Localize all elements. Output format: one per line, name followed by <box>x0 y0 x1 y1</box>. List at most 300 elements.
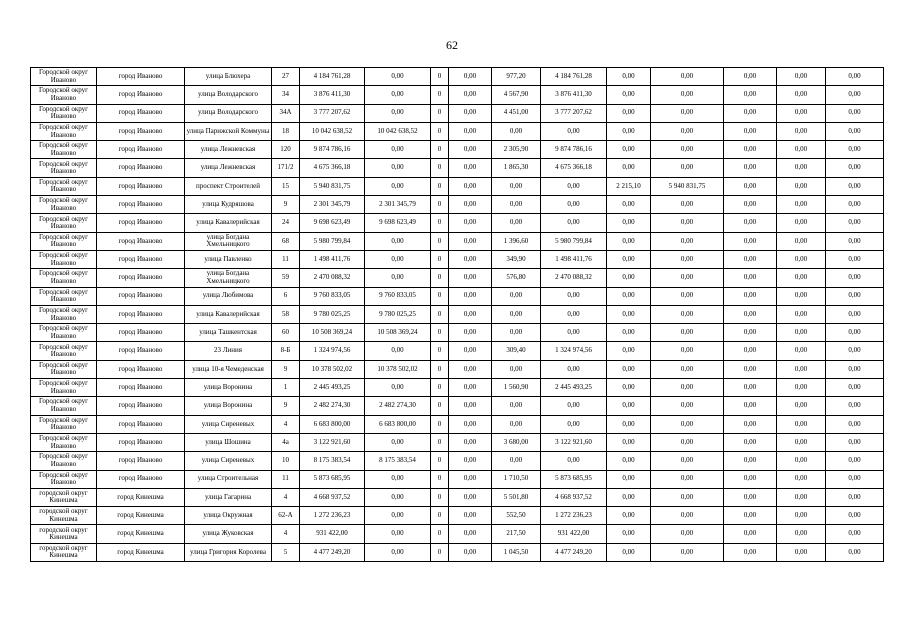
table-row <box>31 397 884 415</box>
cell-house-number: 10 <box>272 452 300 470</box>
cell-cost-col-6: 0,00 <box>724 177 777 195</box>
cell-cost-col-3: 0,00 <box>449 488 492 506</box>
cell-cost-col-5: 0,00 <box>651 104 724 122</box>
cell-settlement: город Иваново <box>97 68 185 86</box>
cell-count-col: 0 <box>431 324 449 342</box>
cell-municipality: Городской округ Иваново <box>31 214 97 232</box>
cell-cost-col-4: 2 470 088,32 <box>541 269 607 287</box>
cell-settlement: город Иваново <box>97 196 185 214</box>
cell-area-col-2: 0,00 <box>607 488 651 506</box>
cell-house-number: 4 <box>272 415 300 433</box>
cell-total-cost: 4 675 366,18 <box>300 159 365 177</box>
cell-total-cost: 8 175 383,54 <box>300 452 365 470</box>
cell-cost-col-4: 5 980 799,84 <box>541 232 607 250</box>
table-row <box>31 159 884 177</box>
cell-house-number: 8-Б <box>272 342 300 360</box>
cell-cost-col-2: 0,00 <box>365 342 431 360</box>
cell-area-col-2: 0,00 <box>607 104 651 122</box>
cell-cost-col-6: 0,00 <box>724 433 777 451</box>
cell-cost-col-2: 10 378 502,02 <box>365 360 431 378</box>
cell-cost-col-4: 0,00 <box>541 214 607 232</box>
cell-cost-col-3: 0,00 <box>449 470 492 488</box>
cell-count-col: 0 <box>431 104 449 122</box>
cell-settlement: город Иваново <box>97 342 185 360</box>
table-row <box>31 122 884 140</box>
cell-area-col: 0,00 <box>492 214 541 232</box>
cell-total-cost: 9 780 025,25 <box>300 305 365 323</box>
cell-total-cost: 1 324 974,56 <box>300 342 365 360</box>
cell-settlement: город Иваново <box>97 122 185 140</box>
cell-settlement: город Иваново <box>97 141 185 159</box>
cell-municipality: Городской округ Иваново <box>31 269 97 287</box>
cell-cost-col-2: 0,00 <box>365 104 431 122</box>
cell-count-col: 0 <box>431 177 449 195</box>
table-row <box>31 196 884 214</box>
cell-municipality: Городской округ Иваново <box>31 86 97 104</box>
cell-cost-col-2: 9 780 025,25 <box>365 305 431 323</box>
cell-house-number: 9 <box>272 196 300 214</box>
cell-cost-col-5: 0,00 <box>651 342 724 360</box>
cell-count-col: 0 <box>431 360 449 378</box>
cell-cost-col-6: 0,00 <box>724 342 777 360</box>
cell-cost-col-2: 10 508 369,24 <box>365 324 431 342</box>
cell-settlement: город Иваново <box>97 360 185 378</box>
cell-cost-col-6: 0,00 <box>724 452 777 470</box>
cell-area-col-2: 0,00 <box>607 525 651 543</box>
cell-total-cost: 3 777 207,62 <box>300 104 365 122</box>
cell-count-col: 0 <box>431 232 449 250</box>
cell-cost-col-4: 0,00 <box>541 305 607 323</box>
cell-municipality: Городской округ Иваново <box>31 159 97 177</box>
table-row <box>31 543 884 561</box>
cell-area-col-2: 0,00 <box>607 324 651 342</box>
cell-municipality: Городской округ Иваново <box>31 324 97 342</box>
cell-cost-col-2: 0,00 <box>365 470 431 488</box>
cell-area-col-2: 0,00 <box>607 470 651 488</box>
cell-cost-col-7: 0,00 <box>777 397 826 415</box>
cell-cost-col-8: 0,00 <box>826 360 884 378</box>
cell-area-col-2: 0,00 <box>607 452 651 470</box>
cell-total-cost: 2 445 493,25 <box>300 379 365 397</box>
cell-cost-col-8: 0,00 <box>826 287 884 305</box>
cell-settlement: город Иваново <box>97 452 185 470</box>
cell-cost-col-3: 0,00 <box>449 342 492 360</box>
cell-cost-col-3: 0,00 <box>449 122 492 140</box>
cell-total-cost: 2 470 088,32 <box>300 269 365 287</box>
cell-area-col: 1 045,50 <box>492 543 541 561</box>
cell-total-cost: 10 508 369,24 <box>300 324 365 342</box>
cell-total-cost: 9 698 623,49 <box>300 214 365 232</box>
cell-municipality: городской округ Кинешма <box>31 543 97 561</box>
cell-count-col: 0 <box>431 305 449 323</box>
cell-cost-col-4: 1 324 974,56 <box>541 342 607 360</box>
cell-cost-col-5: 0,00 <box>651 214 724 232</box>
cell-cost-col-4: 4 668 937,52 <box>541 488 607 506</box>
cell-cost-col-3: 0,00 <box>449 543 492 561</box>
cell-settlement: город Иваново <box>97 397 185 415</box>
cell-area-col-2: 0,00 <box>607 269 651 287</box>
table-row <box>31 452 884 470</box>
cell-cost-col-5: 0,00 <box>651 250 724 268</box>
cell-area-col-2: 2 215,10 <box>607 177 651 195</box>
cell-total-cost: 10 378 502,02 <box>300 360 365 378</box>
cell-cost-col-7: 0,00 <box>777 360 826 378</box>
cell-cost-col-3: 0,00 <box>449 159 492 177</box>
table-row <box>31 287 884 305</box>
cell-house-number: 18 <box>272 122 300 140</box>
cell-area-col: 217,50 <box>492 525 541 543</box>
table-row <box>31 433 884 451</box>
cell-count-col: 0 <box>431 342 449 360</box>
cell-house-number: 4а <box>272 433 300 451</box>
cell-municipality: Городской округ Иваново <box>31 250 97 268</box>
cell-cost-col-2: 0,00 <box>365 177 431 195</box>
cell-street: улица Парижской Коммуны <box>185 122 272 140</box>
cell-street: улица Гагарина <box>185 488 272 506</box>
cell-cost-col-6: 0,00 <box>724 470 777 488</box>
cell-count-col: 0 <box>431 397 449 415</box>
cell-cost-col-2: 9 698 623,49 <box>365 214 431 232</box>
cell-cost-col-2: 0,00 <box>365 86 431 104</box>
cell-cost-col-2: 0,00 <box>365 488 431 506</box>
cell-area-col: 3 680,00 <box>492 433 541 451</box>
cell-street: улица Блюхера <box>185 68 272 86</box>
cell-settlement: город Иваново <box>97 250 185 268</box>
cell-cost-col-6: 0,00 <box>724 232 777 250</box>
table-row <box>31 507 884 525</box>
cell-cost-col-8: 0,00 <box>826 452 884 470</box>
cell-house-number: 4 <box>272 525 300 543</box>
cell-cost-col-6: 0,00 <box>724 360 777 378</box>
cell-cost-col-2: 0,00 <box>365 433 431 451</box>
cell-count-col: 0 <box>431 68 449 86</box>
cell-cost-col-3: 0,00 <box>449 104 492 122</box>
cell-cost-col-3: 0,00 <box>449 141 492 159</box>
cell-cost-col-8: 0,00 <box>826 232 884 250</box>
cell-cost-col-8: 0,00 <box>826 507 884 525</box>
cell-cost-col-3: 0,00 <box>449 324 492 342</box>
cell-municipality: Городской округ Иваново <box>31 379 97 397</box>
cell-cost-col-7: 0,00 <box>777 177 826 195</box>
cell-cost-col-6: 0,00 <box>724 122 777 140</box>
cell-cost-col-5: 0,00 <box>651 68 724 86</box>
table-row <box>31 86 884 104</box>
cell-area-col-2: 0,00 <box>607 141 651 159</box>
cell-cost-col-3: 0,00 <box>449 177 492 195</box>
cell-house-number: 6 <box>272 287 300 305</box>
cell-cost-col-3: 0,00 <box>449 68 492 86</box>
cell-cost-col-8: 0,00 <box>826 196 884 214</box>
cell-cost-col-7: 0,00 <box>777 250 826 268</box>
cell-street: улица Лежневская <box>185 141 272 159</box>
cell-cost-col-6: 0,00 <box>724 324 777 342</box>
cell-street: улица Кудряшова <box>185 196 272 214</box>
cell-cost-col-5: 0,00 <box>651 159 724 177</box>
cell-count-col: 0 <box>431 543 449 561</box>
cell-area-col: 1 560,90 <box>492 379 541 397</box>
cell-cost-col-7: 0,00 <box>777 543 826 561</box>
cell-total-cost: 4 477 249,20 <box>300 543 365 561</box>
cell-cost-col-2: 10 042 638,52 <box>365 122 431 140</box>
cell-cost-col-4: 0,00 <box>541 177 607 195</box>
cell-cost-col-3: 0,00 <box>449 379 492 397</box>
cell-cost-col-6: 0,00 <box>724 196 777 214</box>
cell-cost-col-7: 0,00 <box>777 196 826 214</box>
cell-cost-col-4: 3 777 207,62 <box>541 104 607 122</box>
cell-cost-col-7: 0,00 <box>777 379 826 397</box>
cell-cost-col-7: 0,00 <box>777 232 826 250</box>
cell-settlement: город Иваново <box>97 470 185 488</box>
cell-municipality: Городской округ Иваново <box>31 196 97 214</box>
cell-cost-col-2: 0,00 <box>365 232 431 250</box>
cell-cost-col-3: 0,00 <box>449 415 492 433</box>
cell-municipality: городской округ Кинешма <box>31 525 97 543</box>
cell-cost-col-4: 0,00 <box>541 360 607 378</box>
cell-house-number: 34 <box>272 86 300 104</box>
cell-area-col: 1 396,60 <box>492 232 541 250</box>
cell-house-number: 24 <box>272 214 300 232</box>
cell-settlement: город Кинешма <box>97 488 185 506</box>
cell-cost-col-7: 0,00 <box>777 488 826 506</box>
cell-house-number: 34А <box>272 104 300 122</box>
cell-area-col: 977,20 <box>492 68 541 86</box>
cell-house-number: 11 <box>272 470 300 488</box>
cell-total-cost: 2 482 274,30 <box>300 397 365 415</box>
cell-street: улица Григория Королева <box>185 543 272 561</box>
cell-cost-col-2: 0,00 <box>365 525 431 543</box>
cell-area-col: 0,00 <box>492 305 541 323</box>
cell-municipality: Городской округ Иваново <box>31 360 97 378</box>
cell-cost-col-2: 9 760 833,05 <box>365 287 431 305</box>
cell-municipality: Городской округ Иваново <box>31 141 97 159</box>
cell-cost-col-4: 1 498 411,76 <box>541 250 607 268</box>
cell-house-number: 11 <box>272 250 300 268</box>
cell-cost-col-4: 2 445 493,25 <box>541 379 607 397</box>
cell-cost-col-2: 6 683 800,00 <box>365 415 431 433</box>
cell-cost-col-3: 0,00 <box>449 287 492 305</box>
cell-cost-col-6: 0,00 <box>724 250 777 268</box>
cell-settlement: город Иваново <box>97 177 185 195</box>
cell-cost-col-8: 0,00 <box>826 543 884 561</box>
cell-street: улица Богдана Хмельницкого <box>185 269 272 287</box>
table-row <box>31 141 884 159</box>
cell-cost-col-2: 2 301 345,79 <box>365 196 431 214</box>
cell-cost-col-7: 0,00 <box>777 507 826 525</box>
cell-settlement: город Кинешма <box>97 507 185 525</box>
cell-cost-col-3: 0,00 <box>449 250 492 268</box>
cell-house-number: 58 <box>272 305 300 323</box>
cell-cost-col-6: 0,00 <box>724 68 777 86</box>
cell-count-col: 0 <box>431 269 449 287</box>
cell-cost-col-4: 931 422,00 <box>541 525 607 543</box>
cell-total-cost: 9 874 786,16 <box>300 141 365 159</box>
cell-area-col-2: 0,00 <box>607 360 651 378</box>
cell-settlement: город Иваново <box>97 433 185 451</box>
cell-total-cost: 2 301 345,79 <box>300 196 365 214</box>
cell-cost-col-6: 0,00 <box>724 507 777 525</box>
cell-cost-col-3: 0,00 <box>449 214 492 232</box>
cell-total-cost: 5 940 831,75 <box>300 177 365 195</box>
cell-total-cost: 5 980 799,84 <box>300 232 365 250</box>
cell-cost-col-4: 0,00 <box>541 452 607 470</box>
cell-area-col-2: 0,00 <box>607 415 651 433</box>
cell-house-number: 171/2 <box>272 159 300 177</box>
cell-municipality: Городской округ Иваново <box>31 68 97 86</box>
cell-area-col: 4 567,90 <box>492 86 541 104</box>
cell-cost-col-7: 0,00 <box>777 159 826 177</box>
cell-cost-col-5: 0,00 <box>651 379 724 397</box>
cell-count-col: 0 <box>431 196 449 214</box>
cell-street: улица Шошина <box>185 433 272 451</box>
cell-cost-col-8: 0,00 <box>826 305 884 323</box>
cell-settlement: город Кинешма <box>97 543 185 561</box>
cell-cost-col-5: 0,00 <box>651 287 724 305</box>
cell-cost-col-5: 0,00 <box>651 525 724 543</box>
cell-settlement: город Иваново <box>97 104 185 122</box>
cell-cost-col-4: 0,00 <box>541 122 607 140</box>
cell-street: улица Любимова <box>185 287 272 305</box>
cell-count-col: 0 <box>431 379 449 397</box>
cell-cost-col-8: 0,00 <box>826 342 884 360</box>
cell-cost-col-4: 0,00 <box>541 287 607 305</box>
cell-cost-col-7: 0,00 <box>777 287 826 305</box>
cell-cost-col-4: 5 873 685,95 <box>541 470 607 488</box>
cell-cost-col-7: 0,00 <box>777 104 826 122</box>
cell-cost-col-5: 0,00 <box>651 360 724 378</box>
cell-area-col-2: 0,00 <box>607 250 651 268</box>
cell-cost-col-2: 0,00 <box>365 543 431 561</box>
cell-count-col: 0 <box>431 452 449 470</box>
cell-cost-col-7: 0,00 <box>777 415 826 433</box>
cell-cost-col-8: 0,00 <box>826 104 884 122</box>
cell-total-cost: 1 272 236,23 <box>300 507 365 525</box>
cell-cost-col-8: 0,00 <box>826 397 884 415</box>
cell-settlement: город Иваново <box>97 214 185 232</box>
cell-settlement: город Иваново <box>97 159 185 177</box>
cell-settlement: город Иваново <box>97 269 185 287</box>
cell-cost-col-3: 0,00 <box>449 397 492 415</box>
table-row <box>31 379 884 397</box>
cell-house-number: 68 <box>272 232 300 250</box>
cell-settlement: город Иваново <box>97 287 185 305</box>
cell-municipality: Городской округ Иваново <box>31 470 97 488</box>
cell-cost-col-8: 0,00 <box>826 470 884 488</box>
cell-cost-col-2: 2 482 274,30 <box>365 397 431 415</box>
cell-cost-col-7: 0,00 <box>777 342 826 360</box>
cell-area-col: 0,00 <box>492 122 541 140</box>
cell-cost-col-5: 0,00 <box>651 122 724 140</box>
cell-cost-col-2: 0,00 <box>365 269 431 287</box>
cell-count-col: 0 <box>431 433 449 451</box>
cell-municipality: Городской округ Иваново <box>31 452 97 470</box>
cell-settlement: город Иваново <box>97 415 185 433</box>
cell-cost-col-3: 0,00 <box>449 525 492 543</box>
cell-cost-col-5: 0,00 <box>651 86 724 104</box>
cell-municipality: Городской округ Иваново <box>31 122 97 140</box>
cell-cost-col-6: 0,00 <box>724 269 777 287</box>
housing-registry-table <box>30 67 884 562</box>
cell-cost-col-7: 0,00 <box>777 470 826 488</box>
cell-municipality: Городской округ Иваново <box>31 232 97 250</box>
cell-cost-col-3: 0,00 <box>449 507 492 525</box>
cell-cost-col-4: 4 675 366,18 <box>541 159 607 177</box>
cell-area-col: 349,90 <box>492 250 541 268</box>
cell-cost-col-7: 0,00 <box>777 525 826 543</box>
cell-total-cost: 10 042 638,52 <box>300 122 365 140</box>
cell-settlement: город Кинешма <box>97 525 185 543</box>
cell-total-cost: 4 668 937,52 <box>300 488 365 506</box>
cell-cost-col-3: 0,00 <box>449 269 492 287</box>
table-row <box>31 470 884 488</box>
cell-street: улица Жуковская <box>185 525 272 543</box>
cell-street: улица Володарского <box>185 86 272 104</box>
cell-settlement: город Иваново <box>97 86 185 104</box>
cell-count-col: 0 <box>431 141 449 159</box>
cell-street: 23 Линия <box>185 342 272 360</box>
cell-cost-col-8: 0,00 <box>826 269 884 287</box>
table-row <box>31 360 884 378</box>
cell-street: улица Павленко <box>185 250 272 268</box>
cell-area-col-2: 0,00 <box>607 433 651 451</box>
cell-street: улица Окружная <box>185 507 272 525</box>
cell-area-col-2: 0,00 <box>607 86 651 104</box>
cell-street: улица 10-я Чемеденская <box>185 360 272 378</box>
cell-cost-col-3: 0,00 <box>449 433 492 451</box>
cell-cost-col-7: 0,00 <box>777 324 826 342</box>
cell-area-col-2: 0,00 <box>607 342 651 360</box>
cell-cost-col-6: 0,00 <box>724 397 777 415</box>
cell-cost-col-5: 0,00 <box>651 415 724 433</box>
cell-area-col: 0,00 <box>492 177 541 195</box>
cell-cost-col-6: 0,00 <box>724 305 777 323</box>
cell-cost-col-4: 3 876 411,30 <box>541 86 607 104</box>
cell-municipality: Городской округ Иваново <box>31 342 97 360</box>
cell-cost-col-6: 0,00 <box>724 214 777 232</box>
cell-area-col: 0,00 <box>492 196 541 214</box>
cell-settlement: город Иваново <box>97 232 185 250</box>
cell-cost-col-4: 0,00 <box>541 196 607 214</box>
cell-cost-col-3: 0,00 <box>449 305 492 323</box>
cell-cost-col-2: 0,00 <box>365 379 431 397</box>
cell-house-number: 9 <box>272 397 300 415</box>
cell-cost-col-2: 0,00 <box>365 507 431 525</box>
cell-street: улица Воронина <box>185 397 272 415</box>
cell-cost-col-2: 0,00 <box>365 141 431 159</box>
table-row <box>31 250 884 268</box>
cell-cost-col-5: 0,00 <box>651 488 724 506</box>
cell-area-col: 0,00 <box>492 397 541 415</box>
cell-cost-col-5: 0,00 <box>651 269 724 287</box>
cell-cost-col-7: 0,00 <box>777 433 826 451</box>
cell-street: улица Сиреневых <box>185 452 272 470</box>
cell-cost-col-7: 0,00 <box>777 122 826 140</box>
table-row <box>31 104 884 122</box>
cell-municipality: Городской округ Иваново <box>31 433 97 451</box>
cell-street: улица Строительная <box>185 470 272 488</box>
cell-count-col: 0 <box>431 525 449 543</box>
cell-cost-col-6: 0,00 <box>724 159 777 177</box>
cell-cost-col-7: 0,00 <box>777 452 826 470</box>
cell-cost-col-3: 0,00 <box>449 196 492 214</box>
cell-area-col: 1 710,50 <box>492 470 541 488</box>
cell-cost-col-8: 0,00 <box>826 415 884 433</box>
table-row <box>31 488 884 506</box>
cell-cost-col-6: 0,00 <box>724 287 777 305</box>
cell-area-col-2: 0,00 <box>607 507 651 525</box>
cell-total-cost: 3 876 411,30 <box>300 86 365 104</box>
cell-area-col: 5 501,80 <box>492 488 541 506</box>
cell-area-col: 0,00 <box>492 287 541 305</box>
